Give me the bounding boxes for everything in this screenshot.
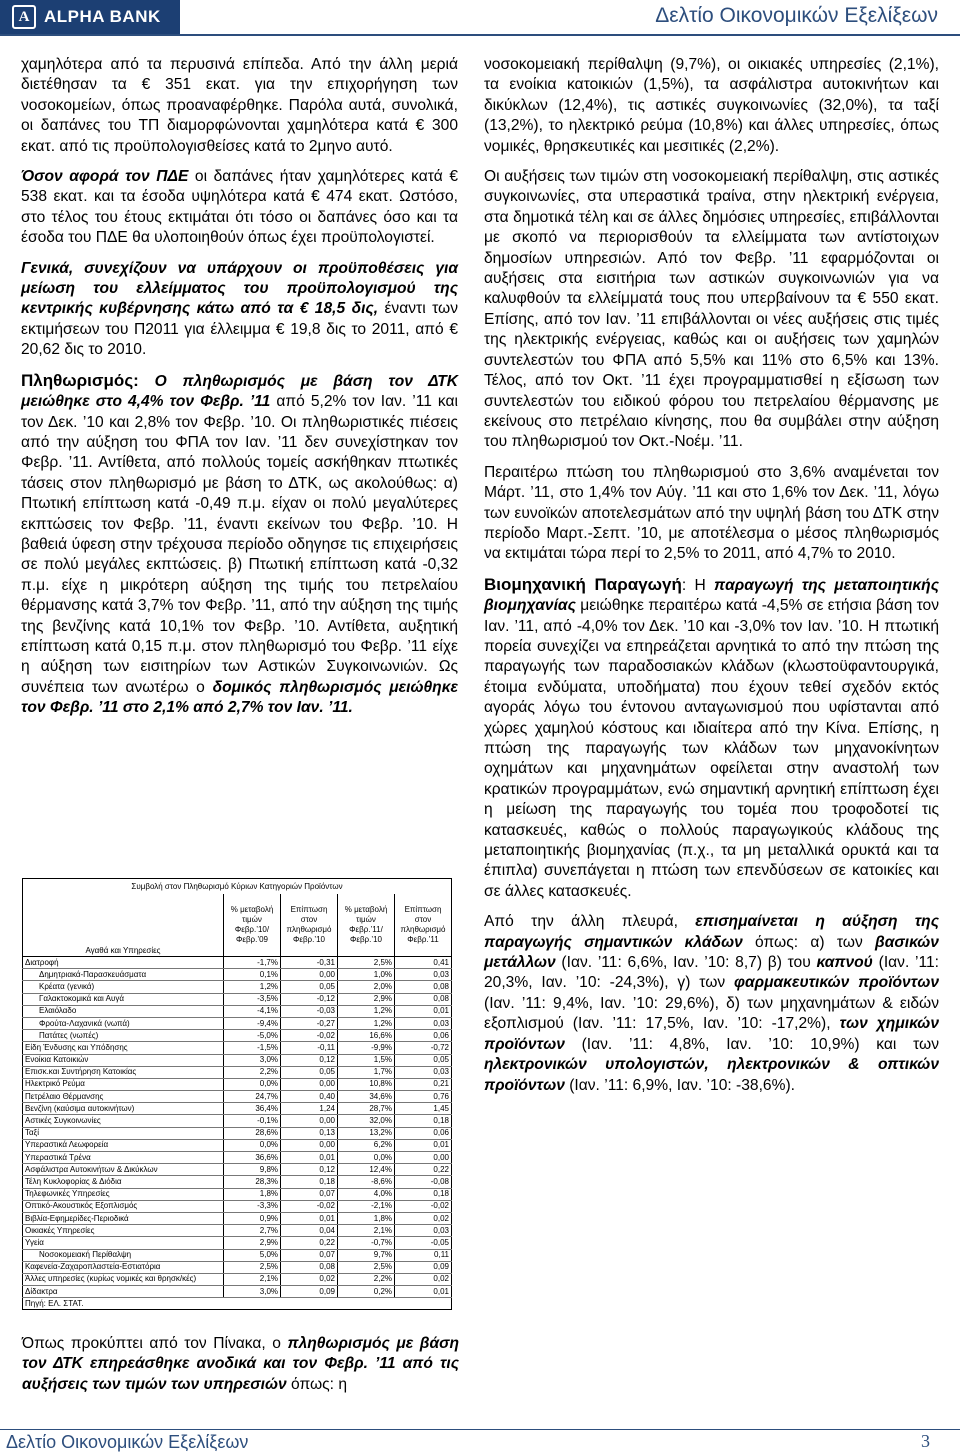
row-label: Δίδακτρα [23,1286,224,1298]
table-cell: -2,1% [338,1200,395,1212]
body-text: οι δαπάνες ήταν χαμηλότερες κατά € 538 εκατ. και τα έσοδα υψηλότερα κατά € 474 εκατ. Ωστόσο, στο τέλος του έτους εκτιμάται ότι τόσο οι δαπάνες όσο και τα έσοδα του ΠΔΕ θα υλοποιηθούν όπως έχει προϋπολογιστεί. [21,168,458,247]
table-cell: 0,41 [395,957,452,969]
table-cell: 2,2% [224,1066,281,1078]
table-cell: 0,04 [281,1225,338,1237]
emphasis-text: Ο πληθωρισμός με βάση τον ΔΤΚ μειώθηκε στο 4,4% τον Φεβρ. ’11 [21,372,458,411]
table-cell: 0,11 [395,1249,452,1261]
table-cell: -0,12 [281,993,338,1005]
table-row [23,1176,452,1188]
table-cell: -0,02 [395,1200,452,1212]
table-cell: 0,03 [395,1017,452,1029]
table-cell: 0,01 [281,1152,338,1164]
table-row [23,1091,452,1103]
table-cell: 0,40 [281,1091,338,1103]
table-row [23,1042,452,1054]
table-cell: 0,00 [281,1139,338,1151]
table-row [23,1005,452,1017]
left-column-tail [22,1334,459,1395]
emphasis-text: δομικός πληθωρισμός μειώθηκε τον Φεβρ. ’11 στο 2,1% από 2,7% τον Ιαν. ’11. [21,678,458,717]
body-text: (Ιαν. ’11: 4,8%, Ιαν. ’10: 10,9%) και των [564,1035,939,1053]
header-divider [0,34,960,36]
alpha-logo-icon: A [12,5,36,29]
body-text: έναντι των εκτιμήσεων του Π2011 για έλλειμμα € 19,8 δις το 2011, από € 20,62 δις το 2010. [21,300,459,359]
table-cell: 2,7% [224,1225,281,1237]
table-cell: 16,6% [338,1030,395,1042]
row-label: Οικιακές Υπηρεσίες [23,1225,224,1237]
table-cell: 0,22 [281,1237,338,1249]
table-cell: 2,1% [338,1225,395,1237]
table-cell: -0,08 [395,1176,452,1188]
table-cell: 1,8% [224,1188,281,1200]
row-label: Είδη Ένδυσης και Υπόδησης [23,1042,224,1054]
table-cell: 0,02 [395,1273,452,1285]
table-cell: 0,0% [224,1078,281,1090]
emphasis-text: Όσον αφορά τον ΠΔΕ [21,168,189,186]
table-cell: 0,0% [224,1139,281,1151]
table-cell: 2,1% [224,1273,281,1285]
table-cell: 1,45 [395,1103,452,1115]
emphasis-text: ηλεκτρονικών υπολογιστών, ηλεκτρονικών & οπτικών προϊόντων [484,1056,939,1094]
row-label: Δημητριακά-Παρασκευάσματα [23,969,224,981]
table-cell: -3,3% [224,1200,281,1212]
footer-title: Δελτίο Οικονομικών Εξελίξεων [6,1432,249,1452]
table-cell: 1,2% [338,1005,395,1017]
table-cell: 9,7% [338,1249,395,1261]
table-body [23,957,452,1298]
table-cell: 9,8% [224,1164,281,1176]
table-cell: 0,18 [395,1188,452,1200]
table-cell: 5,0% [224,1249,281,1261]
table-cell: 28,3% [224,1176,281,1188]
table-row [23,969,452,981]
row-label: Φρούτα-Λαχανικά (νωπά) [23,1017,224,1029]
table-cell: -0,11 [281,1042,338,1054]
table-cell: 32,0% [338,1115,395,1127]
table-cell: 13,2% [338,1127,395,1139]
table-cell: 0,1% [224,969,281,981]
table-cell: 3,0% [224,1286,281,1298]
emphasis-text: Γενικά, συνεχίζουν να υπάρχουν οι προϋποθέσεις για μείωση του ελλείμματος του προϋπολογισμού της κεντρικής κυβέρνησης κάτω από τα € 18,5 δις, [21,259,458,318]
row-label: Αστικές Συγκοινωνίες [23,1115,224,1127]
table-row [23,1286,452,1298]
body-text: Όπως προκύπτει από τον Πίνακα, ο [22,1335,281,1352]
table-cell: 0,09 [395,1261,452,1273]
table-cell: -0,02 [281,1030,338,1042]
table-row [23,1188,452,1200]
emphasis-text: παραγωγή της μεταποιητικής βιομηχανίας [484,576,939,615]
table-cell: -8,6% [338,1176,395,1188]
table-cell: 1,5% [338,1054,395,1066]
bank-name: ALPHA BANK [44,7,161,26]
table-cell: 0,08 [395,981,452,993]
paragraph: χαμηλότερα από τα περυσινά επίπεδα. Από την άλλη μεριά διετέθησαν τα € 351 εκατ. για την επιχορήγηση των νοσοκομείων, όπως προαναφέρθηκε. Παρόλα αυτά, συνολικά, οι δαπάνες του ΤΠ διαμορφώνονται χαμηλότερα κατά € 300 εκατ. από τις προϋπολογισθείσες κατά το 2μηνο αυτό. [21,56,458,155]
table-cell: -9,4% [224,1017,281,1029]
table-row [23,993,452,1005]
table-cell: 2,5% [224,1261,281,1273]
table-cell: 0,18 [281,1176,338,1188]
table-cell: 34,6% [338,1091,395,1103]
table-cell: 0,07 [281,1188,338,1200]
row-label: Ενοίκια Κατοικιών [23,1054,224,1066]
table-cell: 36,6% [224,1152,281,1164]
page-number: 3 [921,1431,930,1451]
table-cell: 0,0% [338,1152,395,1164]
table-title: Συμβολή στον Πληθωρισμό Κύριων Κατηγοριών Προϊόντων [23,879,452,895]
table-cell: 6,2% [338,1139,395,1151]
table-cell: 0,09 [281,1286,338,1298]
emphasis-text: καπνού [810,954,873,972]
row-label: Τηλεφωνικές Υπηρεσίες [23,1188,224,1200]
table-cell: 0,12 [281,1164,338,1176]
row-label: Τέλη Κυκλοφορίας & Διόδια [23,1176,224,1188]
table-cell: -0,31 [281,957,338,969]
table-row [23,1127,452,1139]
table-cell: 2,5% [338,957,395,969]
table-row [23,1103,452,1115]
row-label: Ταξί [23,1127,224,1139]
table-cell: -0,72 [395,1042,452,1054]
table-cell: -0,03 [281,1005,338,1017]
table-cell: 0,02 [281,1273,338,1285]
column-header: % μεταβολή τιμών Φεβρ.’10/ Φεβρ.’09 [224,894,281,957]
paragraph: Οι αυξήσεις των τιμών στη νοσοκομειακή περίθαλψη, στις αστικές συγκοινωνίες, στα υπεραστικά τραίνα, στην ηλεκτρική ενέργεια, στα δημοτικά τέλη και σε άλλες δημόσιες υπηρεσίες, επιβάλλονται με σκοπό να περιορισθούν τα ελλείμματα των αντίστοιχων δημοσίων υπηρεσιών. Από τον Φεβρ. ’11 εφαρμόζονται οι αυξήσεις στα εισιτήρια των αστικών συγκοινωνιών για να καλυφθούν τα ελλείμματά τους που υπερβαίνουν τα € 550 εκατ. Επίσης, από τον Ιαν. ’11 επιβάλλονται οι νέες αυξήσεις στις τιμές της ηλεκτρικής ενέργειας, καθώς και οι αυξήσεις των χαμηλών συντελεστών του ΦΠΑ από 5,5% και 11% στο 6,5% και 13%. Τέλος, από τον Οκτ. ’11 έχει προγραμματισθεί η εξίσωση των συντελεστών του ειδικού φόρου του πετρελαίου θέρμανσης με εκείνους στο πετρέλαιο κίνησης, που θα συμβάλει στην αύξηση του πληθωρισμού τον Οκτ.-Νοέμ. ’11. [484,168,939,451]
table-cell: -5,0% [224,1030,281,1042]
table-row [23,1066,452,1078]
table-cell: 28,7% [338,1103,395,1115]
table-cell: 0,2% [338,1286,395,1298]
row-label: Επισκ.και Συντήρηση Κατοικίας [23,1066,224,1078]
row-label: Διατροφή [23,957,224,969]
table-cell: -0,05 [395,1237,452,1249]
table-cell: 36,4% [224,1103,281,1115]
table-row [23,1164,452,1176]
table-row [23,1200,452,1212]
row-label: Κρέατα (γενικά) [23,981,224,993]
section-heading: Βιομηχανική Παραγωγή [484,574,682,594]
table-cell: 0,03 [395,1225,452,1237]
table-cell: 1,24 [281,1103,338,1115]
body-text: (Ιαν. ’11: 20,3%, Ιαν. ’10: -24,3%), γ) των [484,954,939,992]
table-cell: 0,00 [281,1078,338,1090]
column-header: Επίπτωση στον πληθωρισμό Φεβρ.’10 [281,894,338,957]
table-row [23,1139,452,1151]
table-cell: 3,0% [224,1054,281,1066]
row-label: Υπεραστικά Τρένα [23,1152,224,1164]
table-source: Πηγή: ΕΛ. ΣΤΑΤ. [23,1298,452,1310]
table-row [23,1054,452,1066]
table-row [23,1115,452,1127]
row-label: Νοσοκομειακή Περίθαλψη [23,1249,224,1261]
table-row [23,1152,452,1164]
section-heading: Πληθωρισμός: [21,370,139,390]
inflation-contribution-table [22,878,452,1310]
row-label: Ηλεκτρικό Ρεύμα [23,1078,224,1090]
row-label: Γαλακτοκομικά και Αυγά [23,993,224,1005]
body-text: (Ιαν. ’11: 6,9%, Ιαν. ’10: -38,6%). [564,1076,795,1094]
table-cell: -9,9% [338,1042,395,1054]
page-header [0,0,960,34]
table-cell: 0,08 [395,993,452,1005]
table-cell: 0,05 [281,1066,338,1078]
emphasis-text: επισημαίνεται η αύξηση της παραγωγής σημαντικών κλάδων [484,913,939,951]
body-text: (Ιαν. ’11: 6,6%, Ιαν. ’10: 8,7) β) του [555,954,811,972]
table-cell: 1,8% [338,1212,395,1224]
table-row [23,1030,452,1042]
table-cell: 2,5% [338,1261,395,1273]
table-row [23,1017,452,1029]
table-cell: 0,01 [281,1212,338,1224]
table-cell: -0,02 [281,1200,338,1212]
table-cell: 0,00 [395,1152,452,1164]
paragraph [484,575,939,903]
table-cell: 0,13 [281,1127,338,1139]
table-cell: 0,05 [395,1054,452,1066]
table-cell: 0,21 [395,1078,452,1090]
table-row [23,1273,452,1285]
table-cell: -1,7% [224,957,281,969]
body-text: μειώθηκε περαιτέρω κατά -4,5% σε ετήσια βάση τον Ιαν. ’11, από -4,0% τον Δεκ. ’10 και -3,0% τον Ιαν. ’10. Η πτωτική πορεία συνεχίζει να επηρεάζεται αρνητικά το από την πτώση της παραγωγής των παραδοσιακών κλάδων (κλωστοϋφαντουργικά, έτοιμα ενδύματα, υποδήματα) που έχουν τεθεί σχεδόν εκτός αγοράς λόγω του έντονου ανταγωνισμού που υφίστανται από χώρες χαμηλού κόστους και ιδιαίτερα από την Κίνα. Επίσης, η πτώση της παραγωγής των κλάδων των μηχανοκίνητων οχημάτων και μηχανημάτων οφείλεται στην αναστολή των κρατικών προγραμμάτων, ενώ σημαντική αρνητική επίπτωση έχει η μείωση της παραγωγής του τομέα που τροφοδοτεί τις κατασκευές, καθώς ο πολλούς παραγωγικούς κλάδους της μεταποιητικής βιομηχανίας (π.χ., τα μη μεταλλικά ορυκτά και τα έπιπλα) συνεπάγεται η πτώση των επενδύσεων σε κατοικίες και σε άλλες κατασκευές. [484,597,939,900]
table-cell: 0,76 [395,1091,452,1103]
body-text: : Η [681,576,706,594]
table-cell: 28,6% [224,1127,281,1139]
table-row [23,1237,452,1249]
row-label: Άλλες υπηρεσίες (κυρίως νομικές και θρησκ/κές) [23,1273,224,1285]
table-cell: 0,03 [395,969,452,981]
table-cell: 1,2% [224,981,281,993]
table-row [23,1225,452,1237]
paragraph [484,912,939,1096]
left-column [21,55,458,719]
bank-logo [0,0,180,34]
table-cell: 0,08 [281,1261,338,1273]
row-label: Πετρέλαιο Θέρμανσης [23,1091,224,1103]
body-text: (Ιαν. ’11: 9,4%, Ιαν. ’10: 29,6%), δ) των μηχανημάτων & ειδών εξοπλισμού (Ιαν. ’11: 17,5%, Ιαν. ’10: -17,2%), [484,994,939,1033]
body-text: Από την άλλη πλευρά, [484,913,678,931]
table-row [23,1078,452,1090]
row-label: Οπτικό-Ακουστικός Εξοπλισμός [23,1200,224,1212]
emphasis-text: πληθωρισμός με βάση τον ΔΤΚ επηρεάσθηκε ανοδικά και τον Φεβρ. ’11 από τις αυξήσεις των τιμών των υπηρεσιών [22,1335,459,1393]
table-cell: -3,5% [224,993,281,1005]
table-cell: -0,7% [338,1237,395,1249]
table-cell: 0,00 [281,969,338,981]
body-text: από 5,2% τον Ιαν. ’11 και τον Δεκ. ’10 και 2,8% τον Φεβρ. ’10. Οι πληθωριστικές πιέσεις από την αύξηση του ΦΠΑ τον Ιαν. ’11 δεν συνεχίστηκαν τον Φεβρ. ’11. Αντίθετα, από πολλούς τομείς ασκήθηκαν πτωτικές τάσεις στον πληθωρισμό με βάση το ΔΤΚ, ως ακολούθως: α) Πτωτική επίπτωση κατά -0,49 π.μ. είχαν οι πολύ μεγαλύτερες εκπτώσεις τον Φεβρ. ’11, έναντι εκείνων του Φεβρ. ’10. Η βαθειά ύφεση στην τρέχουσα περίοδο οδηγησε τις επιχειρήσεις σε πολύ μεγάλες εκπτώσεις. β) Πτωτική επίπτωση κατά -0,32 π.μ. είχε η μικρότερη αύξηση της τιμής του πετρελαίου θέρμανσης κατά 3,7% τον Φεβρ. ’11, από την αύξηση της τιμής της βενζίνης κατά 10,1% τον Φεβρ. ’10. Αντίθετα, αυξητική επίπτωση κατά 0,15 π.μ. στον πληθωρισμό του Φεβρ. ’11 είχε η αύξηση των εισιτηρίων των Αστικών Συγκοινωνιών. Ως συνέπεια των ανωτέρω ο [21,393,458,696]
row-label: Βενζίνη (καύσιμα αυτοκινήτων) [23,1103,224,1115]
table-cell: 0,01 [395,1005,452,1017]
row-label: Υπεραστικά Λεωφορεία [23,1139,224,1151]
table-cell: 10,8% [338,1078,395,1090]
table-cell: 1,2% [338,1017,395,1029]
table-cell: 0,12 [281,1054,338,1066]
table-cell: 24,7% [224,1091,281,1103]
table-cell: 2,9% [224,1237,281,1249]
table-cell: 2,9% [338,993,395,1005]
table-cell: -1,5% [224,1042,281,1054]
paragraph [21,371,458,719]
table-cell: 0,06 [395,1030,452,1042]
table-cell: 1,0% [338,969,395,981]
table-row [23,1212,452,1224]
table-cell: 4,0% [338,1188,395,1200]
bulletin-title: Δελτίο Οικονομικών Εξελίξεων [655,4,938,27]
table-cell: 0,00 [281,1115,338,1127]
table-cell: 0,03 [395,1066,452,1078]
table-cell: -0,1% [224,1115,281,1127]
table-cell: 0,01 [395,1139,452,1151]
row-label: Πατάτες (νωπές) [23,1030,224,1042]
table-row [23,957,452,969]
table-cell: 0,07 [281,1249,338,1261]
emphasis-text: βασικών μετάλλων [484,933,939,972]
row-label: Βιβλία-Εφημερίδες-Περιοδικά [23,1212,224,1224]
table-cell: 0,22 [395,1164,452,1176]
row-label: Ελαιόλαδο [23,1005,224,1017]
table-cell: -0,27 [281,1017,338,1029]
table-row [23,1249,452,1261]
table-row [23,1261,452,1273]
emphasis-text: των χημικών προϊόντων [484,1015,939,1053]
table-cell: 2,2% [338,1273,395,1285]
table-row [23,981,452,993]
table-cell: 1,7% [338,1066,395,1078]
body-text: όπως: η [286,1375,348,1393]
paragraph: νοσοκομειακή περίθαλψη (9,7%), οι οικιακές υπηρεσίες (2,1%), τα ενοίκια κατοικιών (1,5%), τα ασφάλιστρα αυτοκινήτων και δικύκλων (12,4%), τις αστικές συγκοινωνίες (32,0%), τα ταξί (13,2%), το ηλεκτρικό ρεύμα (10,8%) και άλλες υπηρεσίες, όπως νομικές, θρησκευτικές και μεσιτικές (2,2%). [484,56,939,155]
table-cell: 2,0% [338,981,395,993]
paragraph [21,259,458,361]
paragraph [21,167,458,249]
row-label: Ασφάλιστρα Αυτοκινήτων & Δικύκλων [23,1164,224,1176]
table-cell: 0,01 [395,1286,452,1298]
body-text: όπως: α) των [742,933,863,951]
column-header: Αγαθά και Υπηρεσίες [23,894,224,957]
table-cell: 0,06 [395,1127,452,1139]
footer-divider [0,1429,960,1430]
row-label: Καφενεία-Ζαχαροπλαστεία-Εστιατόρια [23,1261,224,1273]
column-header: Επίπτωση στον πληθωρισμό Φεβρ.’11 [395,894,452,957]
table-cell: -4,1% [224,1005,281,1017]
table-cell: 0,02 [395,1212,452,1224]
paragraph: Περαιτέρω πτώση του πληθωρισμού στο 3,6% αναμένεται τον Μάρτ. ’11, στο 1,4% τον Αύγ. ’11 και στο 1,6% τον Δεκ. ’11, λόγω των ευνοϊκών αποτελεσμάτων από την υψηλή βάση του ΔΤΚ στην περίοδο Μαρτ.-Σεπτ. ’10, με αποτέλεσμα ο μέσος πληθωρισμός να εκτιμάται τώρα περί το 2,5% το 2011, από 4,7% το 2010. [484,463,939,563]
table-cell: 12,4% [338,1164,395,1176]
column-header: % μεταβολή τιμών Φεβρ.’11/ Φεβρ.’10 [338,894,395,957]
table-cell: 0,9% [224,1212,281,1224]
table-cell: 0,18 [395,1115,452,1127]
right-column [484,55,939,1106]
emphasis-text: φαρμακευτικών προϊόντων [725,974,939,992]
table-cell: 0,05 [281,981,338,993]
row-label: Υγεία [23,1237,224,1249]
